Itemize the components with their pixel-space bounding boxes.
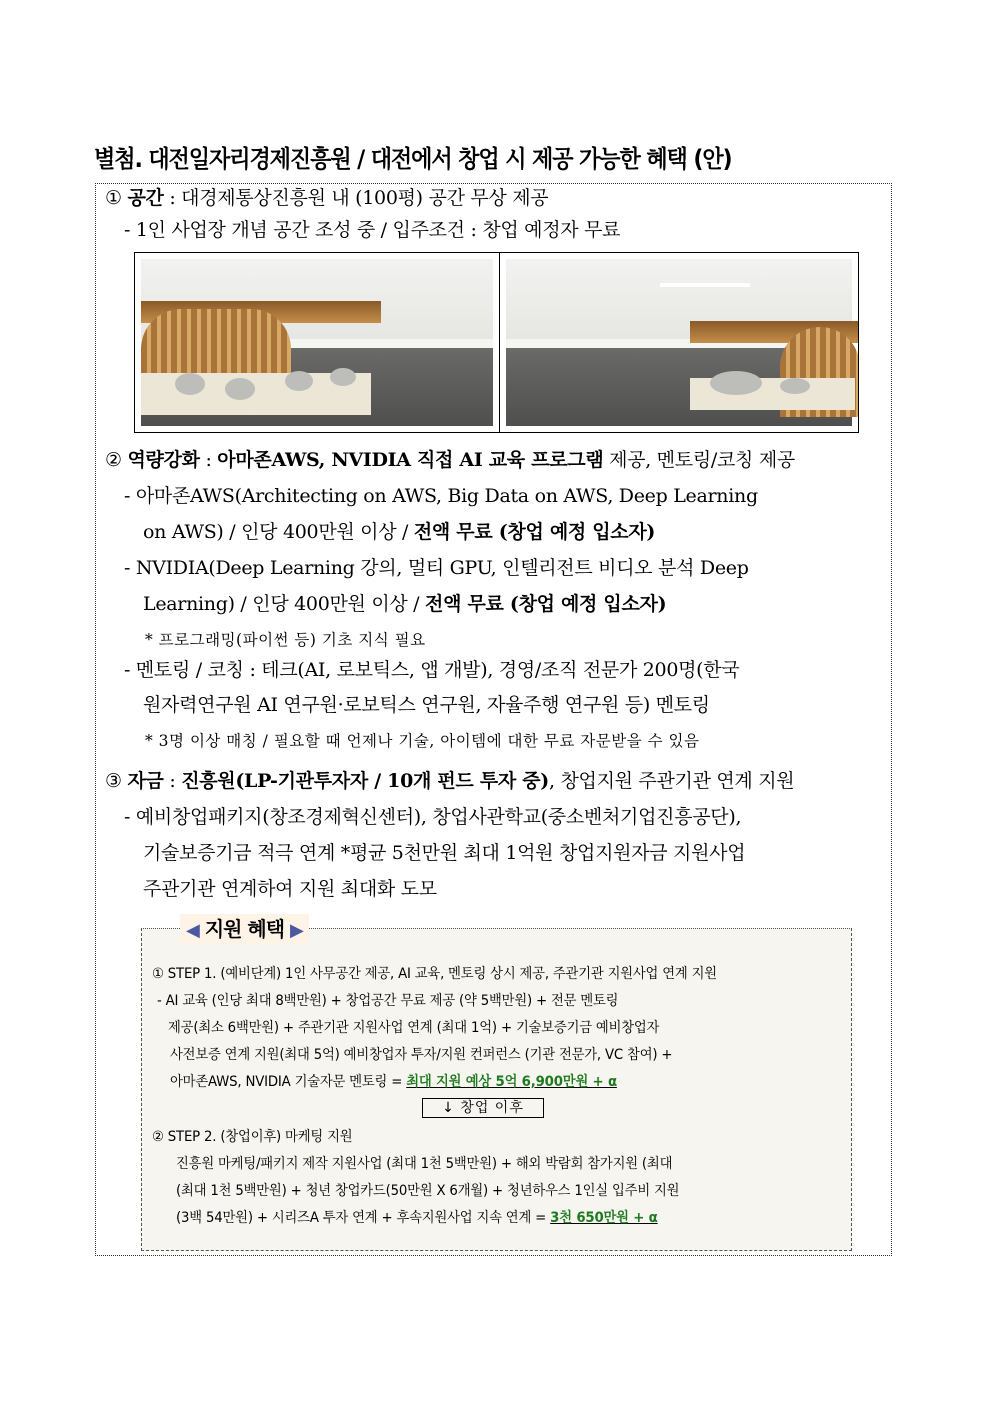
- nvidia-line-2: [143, 592, 666, 616]
- after-startup-label: ↓ 창업 이후: [422, 1098, 544, 1118]
- step1-line-3: 사전보증 연계 지원(최대 5억) 예비창업자 투자/지원 컨퍼런스 (기관 전문가, VC 참여) +: [170, 1047, 673, 1063]
- aws-line-2: [143, 520, 655, 544]
- section-text: 제공, 멘토링/코칭 제공: [603, 449, 795, 471]
- step2-line-1: 진흥원 마케팅/패키지 제작 지원사업 (최대 1천 5백만원) + 해외 박람회 참가지원 (최대: [176, 1156, 673, 1172]
- section-text: , 창업지원 주관기관 연계 지원: [548, 770, 795, 792]
- photo-gallery: [134, 252, 859, 433]
- office-lounge-photo-left: [135, 253, 500, 432]
- aws-detail: on AWS) / 인당 400만원 이상 /: [143, 521, 414, 543]
- step2-total: 3천 650만원 + α: [550, 1210, 658, 1226]
- section1-heading: [105, 186, 548, 210]
- section-highlight: 진흥원(LP-기관투자자 / 10개 펀드 투자 중): [181, 770, 549, 792]
- funding-line-2: 기술보증기금 적극 연계 *평균 5천만원 최대 1억원 창업지원자금 지원사업: [143, 842, 746, 864]
- step1-summary: 아마존AWS, NVIDIA 기술자문 멘토링 =: [170, 1074, 407, 1090]
- step1-total: 최대 지원 예상 5억 6,900만원 + α: [406, 1074, 617, 1090]
- nvidia-line-1: - NVIDIA(Deep Learning 강의, 멀티 GPU, 인텔리전트 비디오 분석 Deep: [124, 557, 749, 579]
- triangle-right-icon: ▶: [290, 920, 303, 941]
- section-label: 공간: [127, 187, 164, 209]
- section-text: : 대경제통상진흥원 내 (100평) 공간 무상 제공: [169, 187, 549, 209]
- office-lounge-photo-right: [500, 253, 858, 432]
- section3-heading: [105, 769, 794, 793]
- programming-note: * 프로그래밍(파이썬 등) 기초 지식 필요: [145, 631, 426, 649]
- step2-line-2: (최대 1천 5백만원) + 청년 창업카드(50만원 X 6개월) + 청년하우스 1인실 입주비 지원: [176, 1183, 680, 1199]
- step2-title: ② STEP 2. (창업이후) 마케팅 지원: [152, 1129, 353, 1145]
- aws-line-1: - 아마존AWS(Architecting on AWS, Big Data on AWS, Deep Learning: [124, 485, 758, 507]
- section-highlight: 아마존AWS, NVIDIA 직접 AI 교육 프로그램: [217, 449, 604, 471]
- step2-summary: (3백 54만원) + 시리즈A 투자 연계 + 후속지원사업 지속 연계 =: [176, 1210, 551, 1226]
- step2-line-3: [176, 1208, 658, 1228]
- mentoring-line-1: - 멘토링 / 코칭 : 테크(AI, 로보틱스, 앱 개발), 경영/조직 전문가 200명(한국: [124, 659, 740, 681]
- benefits-legend: [180, 914, 309, 944]
- section2-heading: [105, 448, 795, 472]
- nvidia-free-note: 전액 무료 (창업 예정 입소자): [425, 593, 667, 615]
- step1-line-4: [170, 1072, 617, 1092]
- separator: :: [163, 770, 182, 792]
- section-label: 자금: [127, 770, 164, 792]
- funding-line-3: 주관기관 연계하여 지원 최대화 도모: [143, 878, 437, 900]
- section-label: 역량강화: [127, 449, 200, 471]
- nvidia-detail: Learning) / 인당 400만원 이상 /: [143, 593, 426, 615]
- section1-bullet: - 1인 사업장 개념 공간 조성 중 / 입주조건 : 창업 예정자 무료: [124, 219, 621, 241]
- step1-title: ① STEP 1. (예비단계) 1인 사무공간 제공, AI 교육, 멘토링 상시 제공, 주관기관 지원사업 연계 지원: [152, 966, 717, 982]
- matching-note: * 3명 이상 매칭 / 필요할 때 언제나 기술, 아이템에 대한 무료 자문받을 수 있음: [145, 732, 700, 750]
- benefits-title: 지원 혜택: [204, 917, 285, 941]
- separator: :: [199, 449, 218, 471]
- triangle-left-icon: ◀: [186, 920, 199, 941]
- step1-line-1: - AI 교육 (인당 최대 8백만원) + 창업공간 무료 제공 (약 5백만원) + 전문 멘토링: [157, 993, 619, 1009]
- mentoring-line-2: 원자력연구원 AI 연구원·로보틱스 연구원, 자율주행 연구원 등) 멘토링: [143, 694, 710, 716]
- step1-line-2: 제공(최소 6백만원) + 주관기관 지원사업 연계 (최대 1억) + 기술보증기금 예비창업자: [168, 1020, 660, 1036]
- section-number: ②: [105, 449, 122, 471]
- page-title: 별첨. 대전일자리경제진흥원 / 대전에서 창업 시 제공 가능한 혜택 (안): [94, 145, 732, 173]
- funding-line-1: - 예비창업패키지(창조경제혁신센터), 창업사관학교(중소벤처기업진흥공단),: [124, 806, 742, 828]
- section-number: ③: [105, 770, 122, 792]
- aws-free-note: 전액 무료 (창업 예정 입소자): [413, 521, 656, 543]
- section-number: ①: [105, 187, 122, 209]
